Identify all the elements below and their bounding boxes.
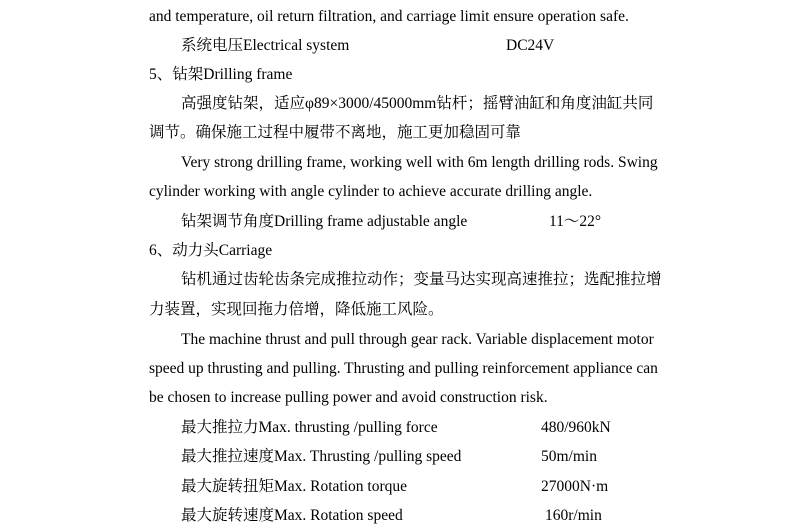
spec-label-thrust-force: 最大推拉力Max. thrusting /pulling force bbox=[181, 419, 438, 436]
carriage-en-line: speed up thrusting and pulling. Thrusting and pulling reinforcement appliance can bbox=[149, 360, 658, 377]
drilling-frame-en-line: Very strong drilling frame, working well with 6m length drilling rods. Swing bbox=[181, 154, 658, 171]
electrical-value: DC24V bbox=[506, 37, 555, 54]
carriage-cn-line: 钻机通过齿轮齿条完成推拉动作；变量马达实现高速推拉；选配推拉增 bbox=[181, 271, 662, 288]
carriage-cn-line: 力装置，实现回拖力倍增，降低施工风险。 bbox=[149, 301, 444, 318]
spec-label-rotation-speed: 最大旋转速度Max. Rotation speed bbox=[181, 507, 403, 524]
drilling-frame-en-line: cylinder working with angle cylinder to achieve accurate drilling angle. bbox=[149, 183, 593, 200]
intro-tail-text: and temperature, oil return filtration, and carriage limit ensure operation safe. bbox=[149, 8, 629, 25]
spec-value-rotation-speed: 160r/min bbox=[545, 507, 602, 524]
carriage-en-line: be chosen to increase pulling power and avoid construction risk. bbox=[149, 389, 548, 406]
electrical-label: 系统电压Electrical system bbox=[181, 37, 350, 54]
spec-value-thrust-speed: 50m/min bbox=[541, 448, 597, 465]
section-heading-carriage: 6、动力头Carriage bbox=[149, 242, 273, 259]
drilling-angle-value: 11～22° bbox=[549, 213, 602, 230]
drilling-frame-cn-line: 调节。确保施工过程中履带不离地，施工更加稳固可靠 bbox=[149, 124, 522, 141]
drilling-frame-cn-line: 高强度钻架，适应φ89×3000/45000mm钻杆；摇臂油缸和角度油缸共同 bbox=[181, 95, 654, 112]
section-heading-drilling-frame: 5、钻架Drilling frame bbox=[149, 66, 293, 83]
spec-value-thrust-force: 480/960kN bbox=[541, 419, 611, 436]
spec-label-rotation-torque: 最大旋转扭矩Max. Rotation torque bbox=[181, 478, 408, 495]
spec-label-thrust-speed: 最大推拉速度Max. Thrusting /pulling speed bbox=[181, 448, 462, 465]
carriage-en-line: The machine thrust and pull through gear rack. Variable displacement motor bbox=[181, 331, 654, 348]
drilling-angle-label: 钻架调节角度Drilling frame adjustable angle bbox=[181, 213, 468, 230]
spec-value-rotation-torque: 27000N·m bbox=[541, 478, 609, 495]
